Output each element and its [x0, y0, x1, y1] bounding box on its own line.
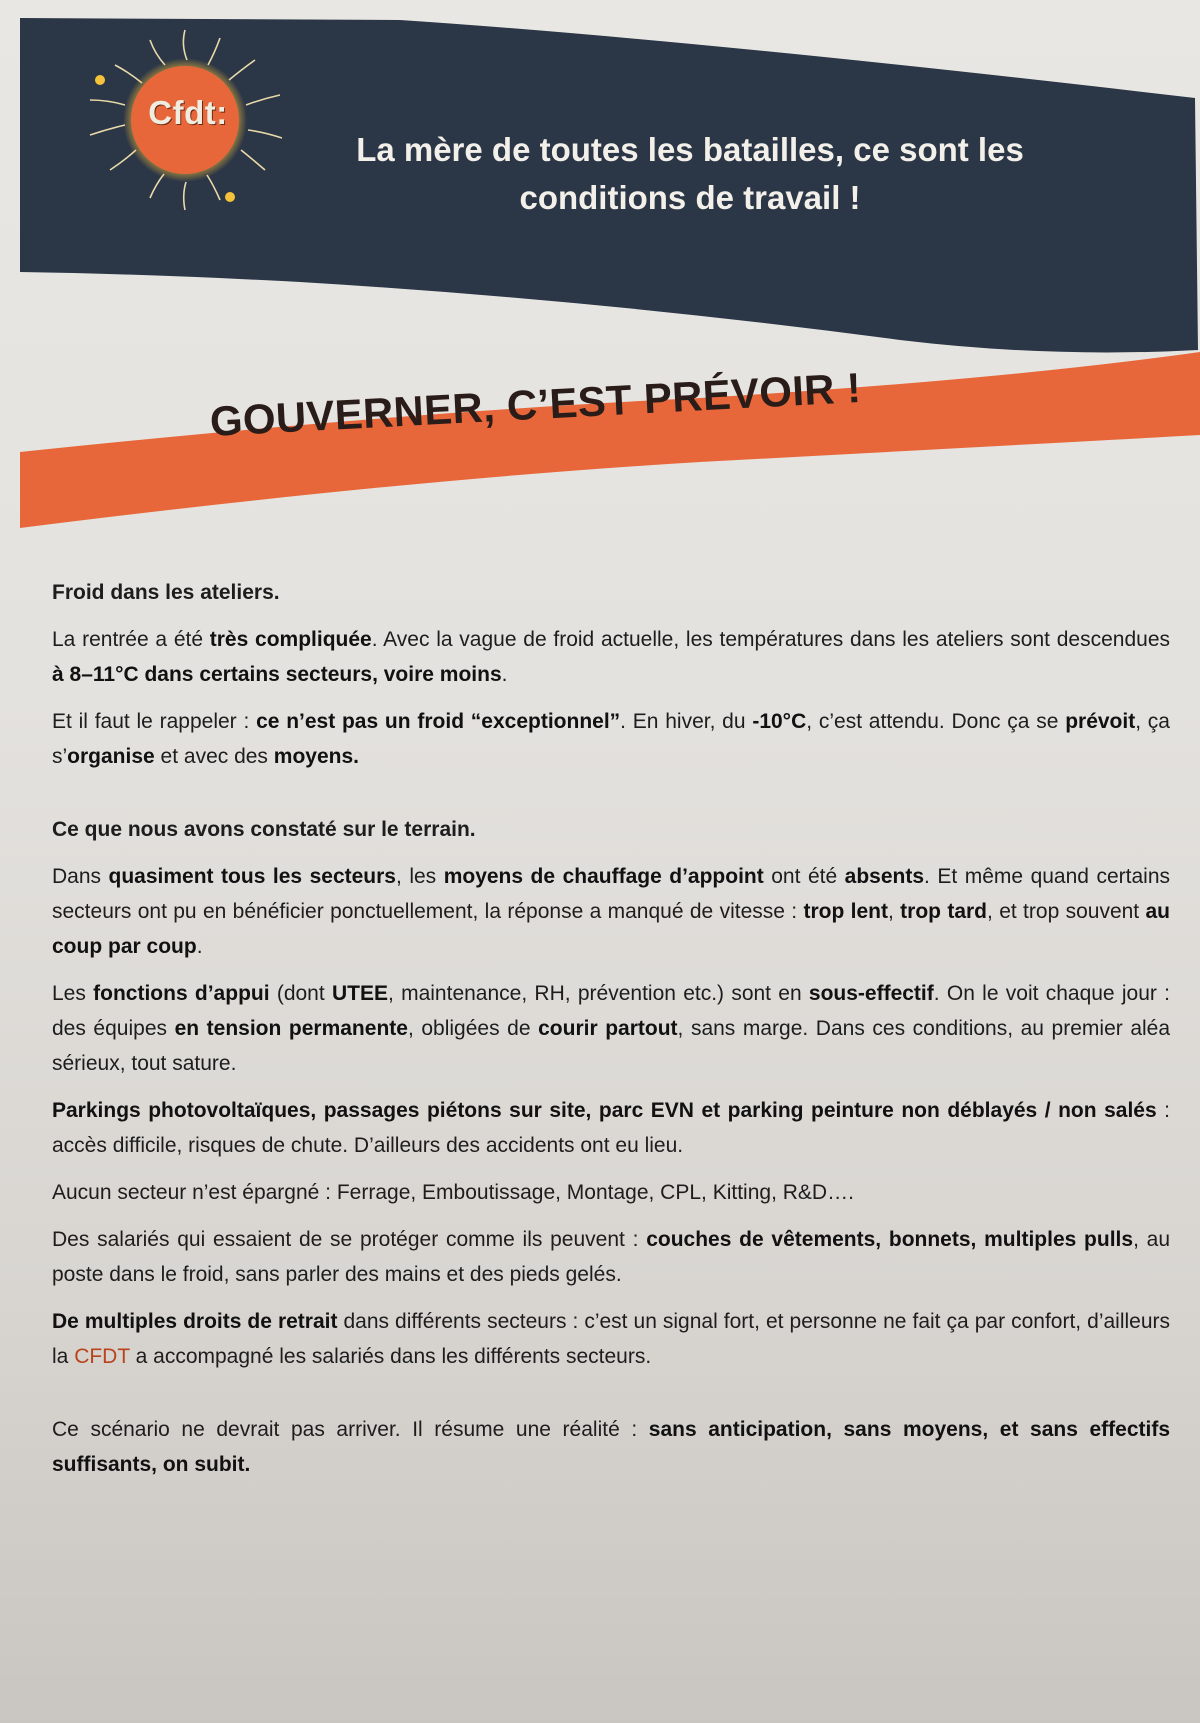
- paragraph: Parkings photovoltaïques, passages piétons sur site, parc EVN et parking peinture non déblayés / non salés : accès difficile, risques de chute. D’ailleurs des accidents ont eu lieu.: [52, 1099, 1170, 1157]
- paragraph: Aucun secteur n’est épargné : Ferrage, Emboutissage, Montage, CPL, Kitting, R&D….: [52, 1181, 854, 1204]
- conclusion: Ce scénario ne devrait pas arriver. Il résume une réalité : sans anticipation, sans moyens, et sans effectifs suffisants, on subit.: [52, 1418, 1171, 1476]
- cfdt-mention: CFDT: [74, 1345, 130, 1368]
- paragraph: La rentrée a été très compliquée. Avec la vague de froid actuelle, les températures dans les ateliers sont descendues à 8–11°C dans certains secteurs, voire moins.: [52, 628, 1170, 686]
- paragraph: Les fonctions d’appui (dont UTEE, maintenance, RH, prévention etc.) sont en sous-effectif. On le voit chaque jour : des équipes en tension permanente, obligées de courir partout, sans marge. Dans ces conditions, au premier aléa sérieux, tout sature.: [52, 982, 1171, 1075]
- paragraph: De multiples droits de retrait dans différents secteurs : c’est un signal fort, et personne ne fait ça par confort, d’ailleurs la CFDT a accompagné les salariés dans les différents secteurs.: [52, 1310, 1171, 1368]
- section-heading: Ce que nous avons constaté sur le terrain.: [52, 818, 476, 841]
- paragraph: Dans quasiment tous les secteurs, les moyens de chauffage d’appoint ont été absents. Et même quand certains secteurs ont pu en bénéficier ponctuellement, la réponse a manqué de vitesse : trop lent, trop tard, et trop souvent au coup par coup.: [52, 865, 1171, 958]
- document-body: [52, 575, 1170, 1494]
- paragraph: Des salariés qui essaient de se protéger comme ils peuvent : couches de vêtements, bonnets, multiples pulls, au poste dans le froid, sans parler des mains et des pieds gelés.: [52, 1228, 1171, 1286]
- tagline: GOUVERNER, C’EST PRÉVOIR !: [208, 363, 863, 445]
- logo-text: Cfdt:: [148, 94, 228, 131]
- paragraph: Et il faut le rappeler : ce n’est pas un froid “exceptionnel”. En hiver, du -10°C, c’est attendu. Donc ça se prévoit, ça s’organise et avec des moyens.: [52, 710, 1170, 768]
- section-heading: Froid dans les ateliers.: [52, 581, 280, 604]
- headline: La mère de toutes les batailles, ce sont les conditions de travail !: [356, 131, 1024, 216]
